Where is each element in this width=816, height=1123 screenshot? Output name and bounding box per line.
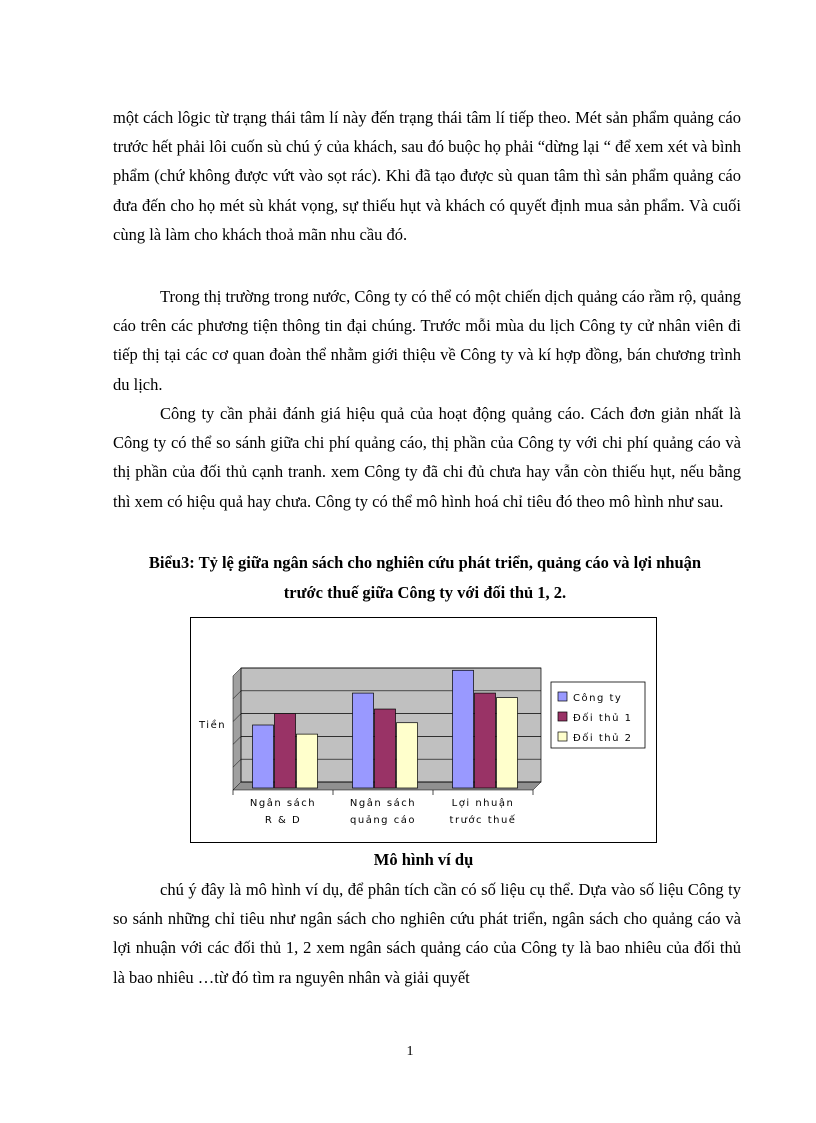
bar-1-3 [453,670,474,788]
x-tick-label-3-1: Lợi nhuận [451,798,515,809]
y-axis-label: Tiền [199,720,227,731]
legend-swatch-1 [558,692,567,701]
plot-side-wall [233,668,241,790]
bar-3-2 [397,723,418,788]
bar-3-3 [497,698,518,788]
bar-2-1 [275,714,296,788]
paragraph-3: Công ty cần phải đánh giá hiệu quả của hoạt động quảng cáo. Cách đơn giản nhất là Công ty có thể so sánh giữa chi phí quảng cáo, thị phần của Công ty với chi phí quảng cáo và thị phần của đối thủ cạnh tranh. xem Công ty đã chi đủ chưa hay vẫn còn thiếu hụt, nếu bằng thì xem có hiệu quả hay chưa. Công ty có thể mô hình hoá chỉ tiêu đó theo mô hình như sau. [113,404,741,511]
bar-1-2 [353,693,374,788]
x-tick-label-2-1: Ngân sách [349,798,417,809]
paragraph-4: chú ý đây là mô hình ví dụ, để phân tích cần có số liệu cụ thể. Dựa vào số liệu Công ty so sánh những chỉ tiêu như ngân sách cho nghiên cứu phát triển, ngân sách cho quảng cáo và lợi nhuận với các đối thủ 1, 2 xem ngân sách quảng cáo của Công ty là bao nhiêu của đối thủ là bao nhiêu …từ đó tìm ra nguyên nhân và giải quyết [113,880,741,987]
page-number: 1 [406,1044,414,1059]
paragraph-2: Trong thị trường trong nước, Công ty có thể có một chiến dịch quảng cáo rầm rộ, quảng cáo trên các phương tiện thông tin đại chúng. Trước mỗi mùa du lịch Công ty cử nhân viên đi tiếp thị tại các cơ quan đoàn thể nhằm giới thiệu về Công ty và kí hợp đồng, bán chương trình du lịch. [113,287,741,394]
x-tick-label-1-2: R & D [264,815,302,826]
chart-caption-line-1: Biểu3: Tỷ lệ giữa ngân sách cho nghiên cứu phát triển, quảng cáo và lợi nhuận [148,553,702,572]
x-tick-label-3-2: trước thuế [449,815,517,826]
bar-3-1 [297,734,318,788]
chart-caption-line-2: trước thuế giữa Công ty với đối thủ 1, 2. [283,583,567,602]
bar-chart-svg [191,618,656,842]
x-tick-label-2-2: quảng cáo [350,815,416,826]
paragraph-1: một cách lôgic từ trạng thái tâm lí này đến trạng thái tâm lí tiếp theo. Mét sản phẩm quảng cáo trước hết phải lôi cuốn sù chú ý của khách, sau đó buộc họ phải “dừng lại “ để xem xét và bình phẩm (chứ không được vứt vào sọt rác). Khi đã tạo được sù quan tâm thì sản phẩm quảng cáo đưa đến cho họ mét sù khát vọng, sự thiếu hụt và khách có quyết định mua sản phẩm. Và cuối cùng là làm cho khách thoả mãn nhu cầu đó. [113,108,741,244]
legend-swatch-2 [558,712,567,721]
x-tick-label-1-1: Ngân sách [249,798,317,809]
legend-label-3: Đối thủ 2 [573,733,633,744]
bar-1-1 [253,725,274,788]
chart-subtitle: Mô hình ví dụ [373,850,474,869]
legend-swatch-3 [558,732,567,741]
legend-label-1: Công ty [573,693,623,704]
legend-label-2: Đối thủ 1 [573,713,633,724]
bar-chart [190,617,657,843]
bar-2-3 [475,693,496,788]
bar-2-2 [375,709,396,788]
